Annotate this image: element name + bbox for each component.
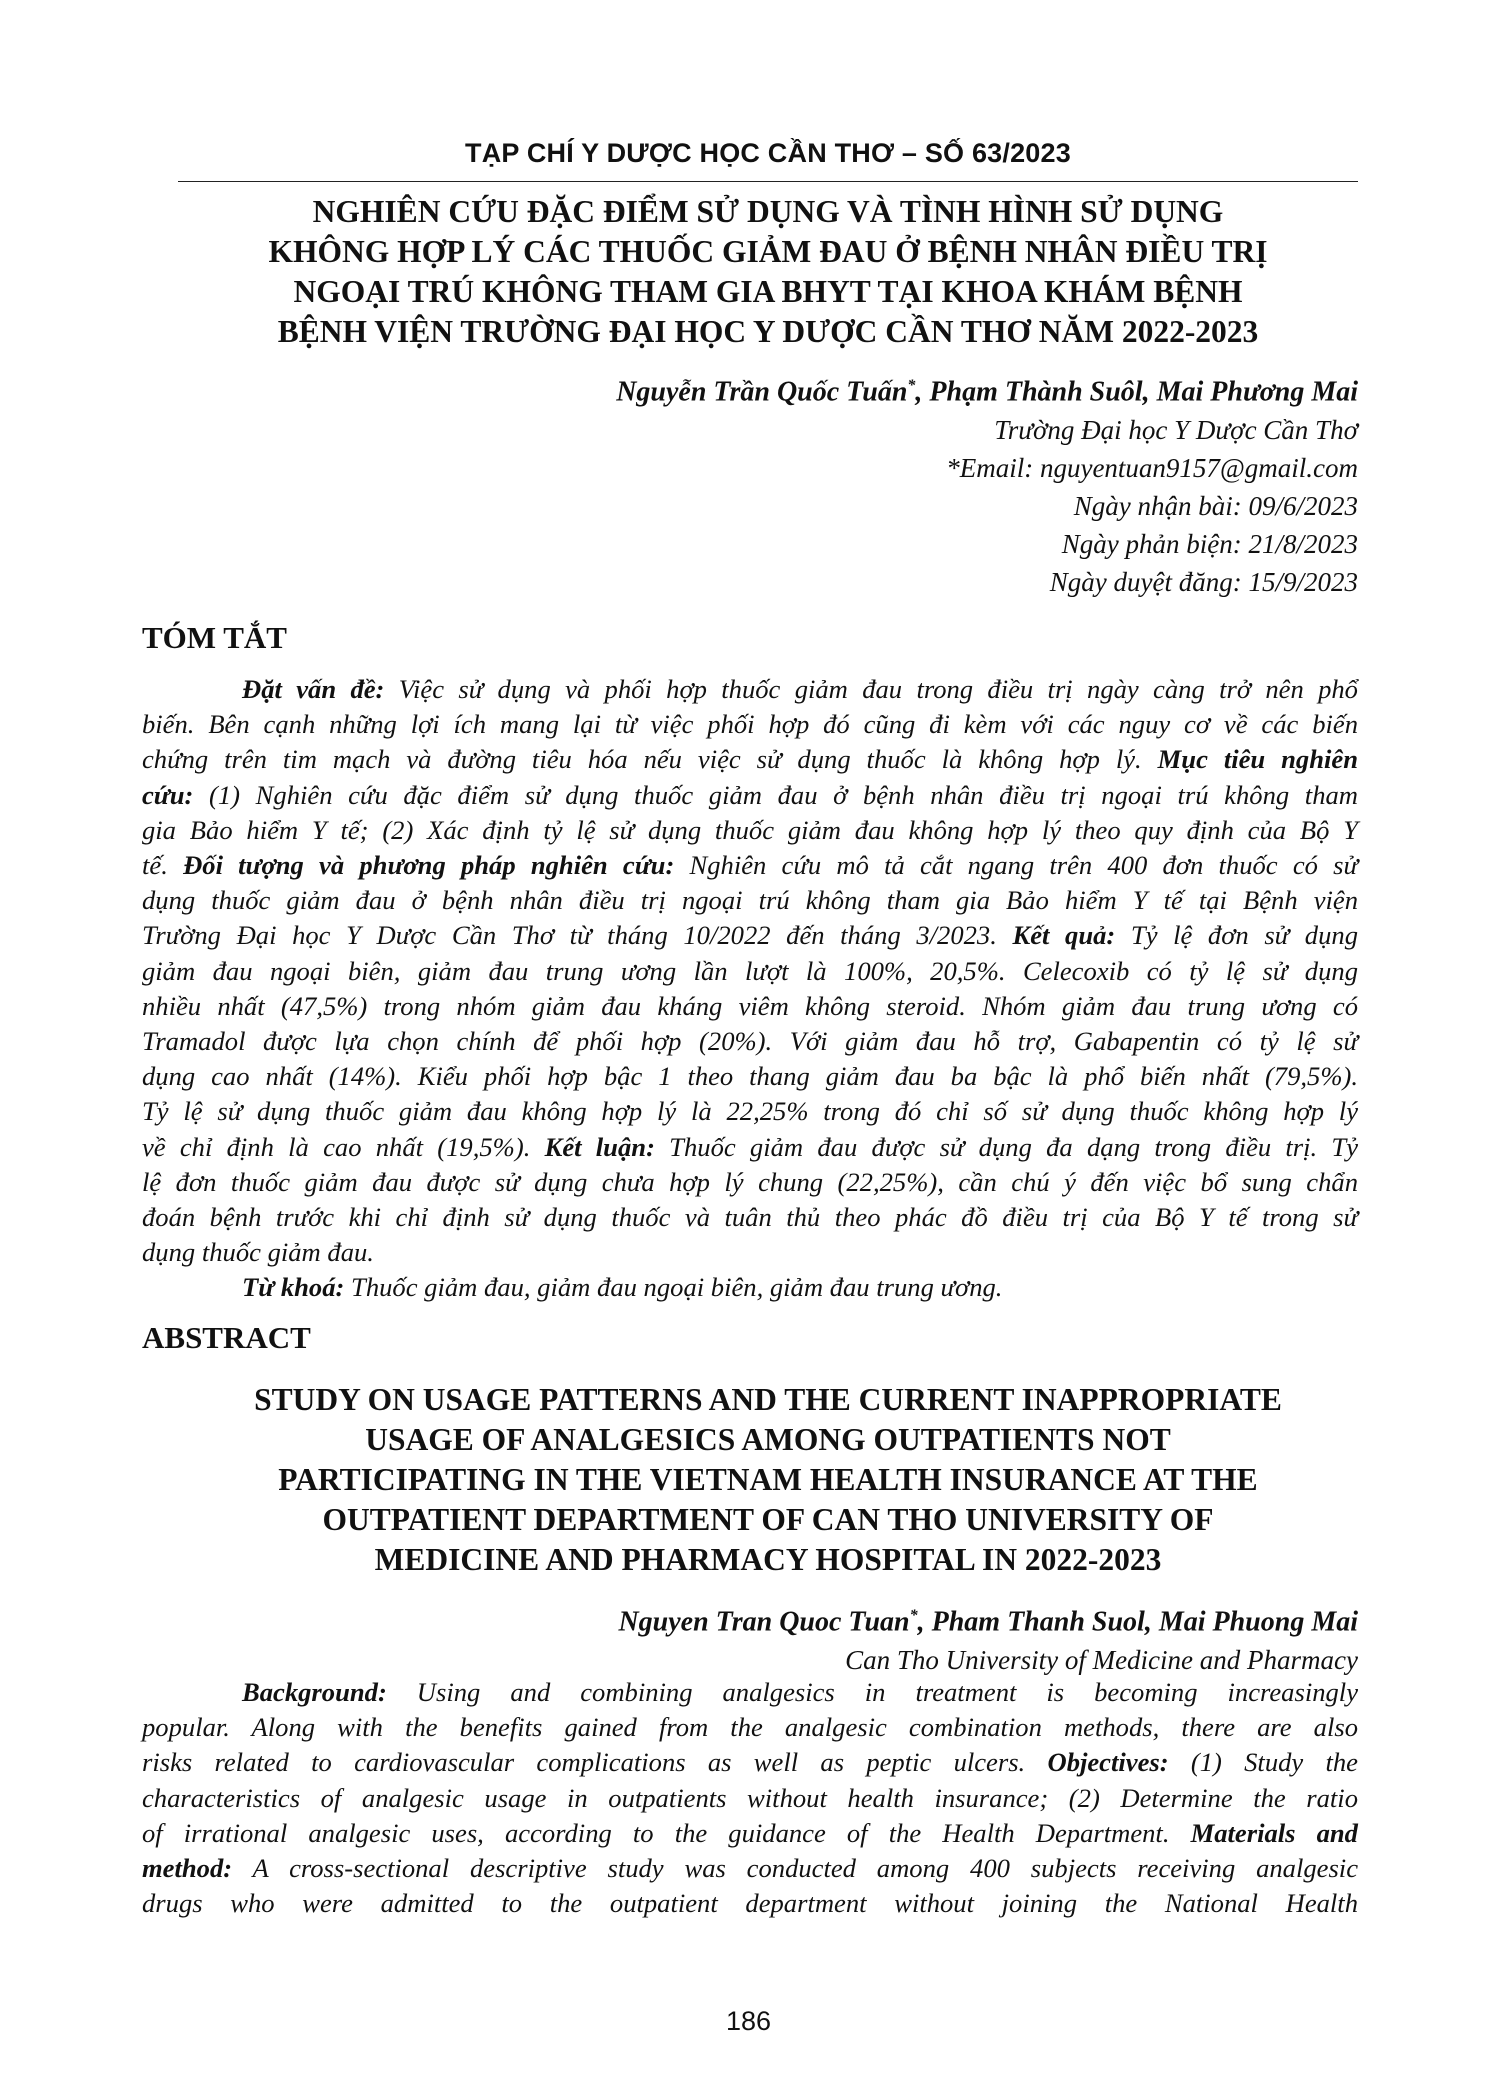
en-title-line: OUTPATIENT DEPARTMENT OF CAN THO UNIVERSITY OF xyxy=(322,1502,1214,1537)
text-line: Đặt vấn đề: Việc sử dụng và phối hợp thuốc giảm đau trong điều trị ngày càng trở nên phổ xyxy=(242,674,1358,704)
label-objectives-en: Objectives: xyxy=(1047,1747,1169,1778)
text-line: drugs who were admitted to the outpatient department without joining the National Health xyxy=(142,1888,1358,1919)
vi-email: *Email: nguyentuan9157@gmail.com xyxy=(946,453,1358,484)
text-line: characteristics of analgesic usage in outpatients without health insurance; (2) Determine the ratio xyxy=(142,1782,1358,1813)
text-line: of irrational analgesic uses, according to the guidance of the Health Department. Materials and xyxy=(142,1817,1358,1848)
text-line: Tỷ lệ sử dụng thuốc giảm đau không hợp lý là 22,25% trong đó chỉ số sử dụng thuốc không hợp lý xyxy=(142,1096,1358,1127)
corresponding-mark: * xyxy=(909,1607,918,1624)
journal-header: TẠP CHÍ Y DƯỢC HỌC CẦN THƠ – SỐ 63/2023 xyxy=(465,138,1071,168)
text-line: Background: Using and combining analgesics in treatment is becoming increasingly xyxy=(242,1677,1358,1707)
en-title-line: STUDY ON USAGE PATTERNS AND THE CURRENT INAPPROPRIATE xyxy=(254,1382,1282,1417)
text-line: dụng thuốc giảm đau ở bệnh nhân điều trị ngoại trú không tham gia Bảo hiểm Y tế tại Bệnh viện xyxy=(142,885,1358,916)
english-title xyxy=(178,1380,1358,1580)
vi-title-line: NGOẠI TRÚ KHÔNG THAM GIA BHYT TẠI KHOA KHÁM BỆNH xyxy=(293,274,1243,309)
vi-author-main: Nguyễn Trần Quốc Tuấn xyxy=(616,376,908,408)
text-line: lệ đơn thuốc giảm đau được sử dụng chưa hợp lý chung (22,25%), cần chú ý đến việc bổ sung chẩn xyxy=(142,1166,1358,1197)
en-author-main: Nguyen Tran Quoc Tuan xyxy=(618,1606,910,1638)
text-line: về chỉ định là cao nhất (19,5%). Kết luận: Thuốc giảm đau được sử dụng đa dạng trong điều trị. Tỷ xyxy=(142,1131,1358,1162)
en-author-block xyxy=(178,1597,1358,1679)
text-line: nhiều nhất (47,5%) trong nhóm giảm đau kháng viêm không steroid. Nhóm giảm đau trung ương có xyxy=(142,990,1358,1021)
label-materials-en: Materials and xyxy=(1190,1817,1358,1848)
vi-title-line: NGHIÊN CỨU ĐẶC ĐIỂM SỬ DỤNG VÀ TÌNH HÌNH SỬ DỤNG xyxy=(312,194,1224,229)
text-line: gia Bảo hiểm Y tế; (2) Xác định tỷ lệ sử dụng thuốc giảm đau không hợp lý theo quy định của Bộ Y xyxy=(142,814,1358,845)
text-line: dụng thuốc giảm đau. xyxy=(142,1237,374,1268)
tomtat-body xyxy=(142,672,1358,1306)
text-line: dụng cao nhất (14%). Kiểu phối hợp bậc 1 theo thang giảm đau ba bậc là phổ biến nhất (79,5%). xyxy=(142,1061,1358,1092)
vi-title-line: KHÔNG HỢP LÝ CÁC THUỐC GIẢM ĐAU Ở BỆNH NHÂN ĐIỀU TRỊ xyxy=(268,234,1268,269)
label-methods-vi: Đối tượng và phương pháp nghiên cứu: xyxy=(183,850,675,881)
keywords-line: Từ khoá: Thuốc giảm đau, giảm đau ngoại biên, giảm đau trung ương. xyxy=(242,1272,1003,1303)
en-title-line: USAGE OF ANALGESICS AMONG OUTPATIENTS NOT xyxy=(365,1422,1171,1457)
page-number: 186 xyxy=(725,2006,772,2036)
abstract-body xyxy=(142,1675,1358,1921)
en-authors xyxy=(178,1597,1358,1641)
text-line: chứng trên tim mạch và đường tiêu hóa nếu việc sử dụng thuốc là không hợp lý. Mục tiêu nghiên xyxy=(142,744,1358,775)
label-background-en: Background: xyxy=(242,1677,387,1707)
text-line: popular. Along with the benefits gained from the analgesic combination methods, there are also xyxy=(142,1712,1358,1743)
vi-title-line: BỆNH VIỆN TRƯỜNG ĐẠI HỌC Y DƯỢC CẦN THƠ NĂM 2022-2023 xyxy=(277,314,1259,349)
en-author-rest: , Pham Thanh Suol, Mai Phuong Mai xyxy=(917,1606,1358,1638)
vi-authors xyxy=(178,367,1358,411)
date-reviewed: Ngày phản biện: 21/8/2023 xyxy=(1061,529,1358,560)
abstract-heading: ABSTRACT xyxy=(142,1320,311,1355)
label-objectives-vi: Mục tiêu nghiên xyxy=(1157,744,1358,775)
corresponding-mark: * xyxy=(907,377,916,394)
header-rule xyxy=(178,181,1358,182)
text-line: method: A cross-sectional descriptive study was conducted among 400 subjects receiving analgesic xyxy=(142,1853,1358,1884)
vi-affiliation: Trường Đại học Y Dược Cần Thơ xyxy=(994,415,1358,446)
text-line: tế. Đối tượng và phương pháp nghiên cứu: Nghiên cứu mô tả cắt ngang trên 400 đơn thuốc có sử xyxy=(142,850,1358,881)
text-line: risks related to cardiovascular complications as well as peptic ulcers. Objectives: (1) Study the xyxy=(142,1747,1358,1778)
date-received: Ngày nhận bài: 09/6/2023 xyxy=(1073,491,1358,522)
text-line: giảm đau ngoại biên, giảm đau trung ương lần lượt là 100%, 20,5%. Celecoxib có tỷ lệ sử dụng xyxy=(142,955,1358,986)
date-accepted: Ngày duyệt đăng: 15/9/2023 xyxy=(1049,567,1358,598)
tomtat-heading: TÓM TẮT xyxy=(142,620,287,655)
en-title-line: PARTICIPATING IN THE VIETNAM HEALTH INSURANCE AT THE xyxy=(278,1462,1258,1497)
text-line: đoán bệnh trước khi chỉ định sử dụng thuốc và tuân thủ theo phác đồ điều trị của Bộ Y tế trong sử xyxy=(142,1202,1358,1233)
vi-author-block xyxy=(178,367,1358,601)
label-keywords-vi: Từ khoá: xyxy=(242,1272,345,1303)
en-title-line: MEDICINE AND PHARMACY HOSPITAL IN 2022-2023 xyxy=(374,1542,1162,1577)
text-line: Tramadol được lựa chọn chính để phối hợp (20%). Với giảm đau hỗ trợ, Gabapentin có tỷ lệ sử xyxy=(142,1026,1358,1057)
text-line: cứu: (1) Nghiên cứu đặc điểm sử dụng thuốc giảm đau ở bệnh nhân điều trị ngoại trú không tham xyxy=(142,779,1358,810)
text-line: Trường Đại học Y Dược Cần Thơ từ tháng 10/2022 đến tháng 3/2023. Kết quả: Tỷ lệ đơn sử dụng xyxy=(142,920,1358,951)
label-conclusion-vi: Kết luận: xyxy=(544,1131,655,1162)
label-results-vi: Kết quả: xyxy=(1012,920,1116,951)
vietnamese-title xyxy=(178,192,1358,352)
text-line: biến. Bên cạnh những lợi ích mang lại từ việc phối hợp đó cũng đi kèm với các nguy cơ về các biến xyxy=(142,709,1358,740)
vi-author-rest: , Phạm Thành Suôl, Mai Phương Mai xyxy=(915,376,1358,408)
label-background-vi: Đặt vấn đề: xyxy=(242,674,385,704)
en-affiliation: Can Tho University of Medicine and Pharmacy xyxy=(845,1645,1358,1676)
